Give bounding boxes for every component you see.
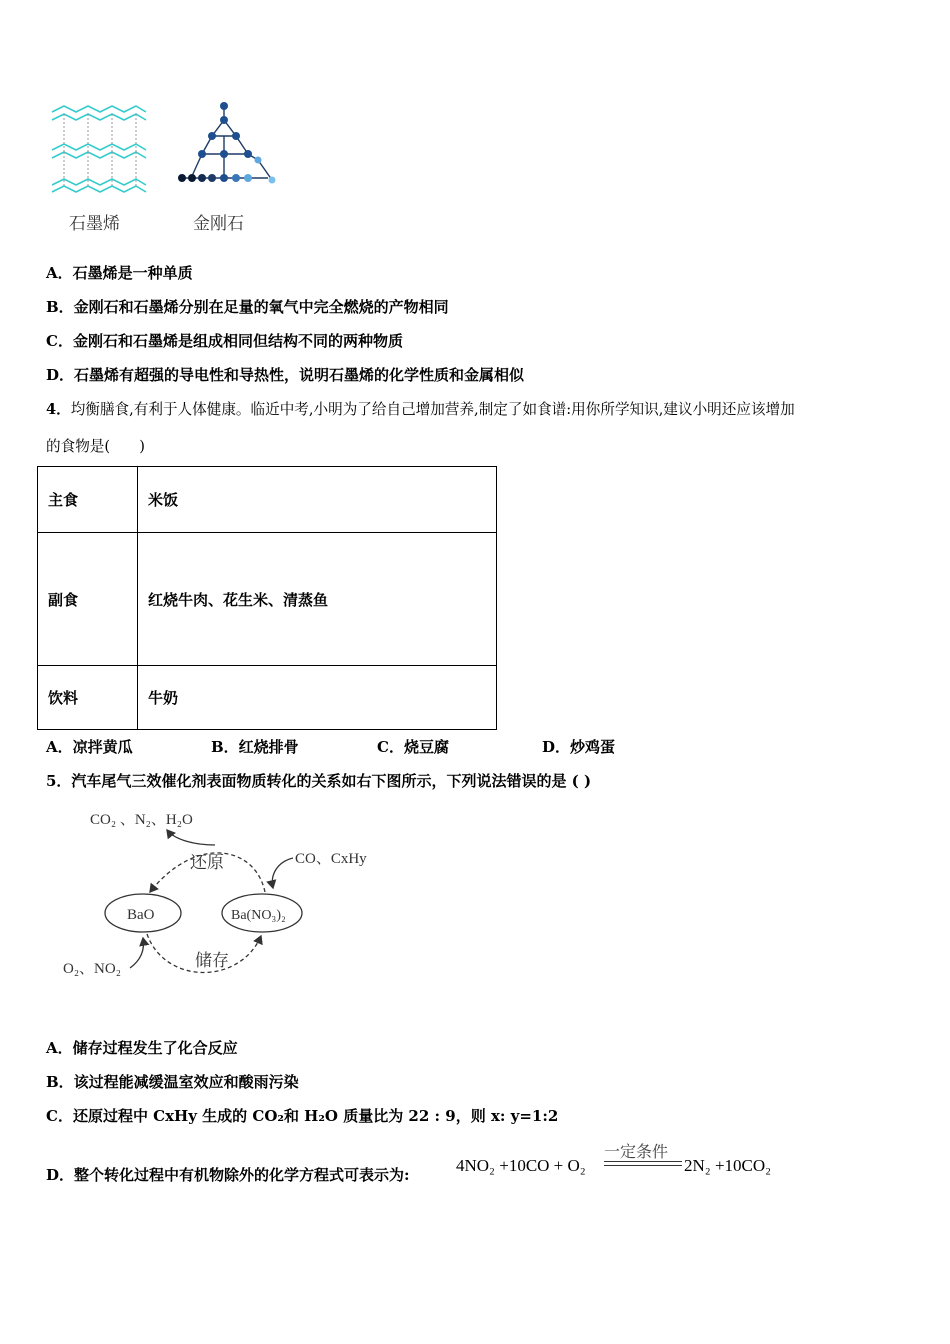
q4-option-b: B．红烧排骨 bbox=[211, 738, 299, 756]
q3-option-c: C．金刚石和石墨烯是组成相同但结构不同的两种物质 bbox=[46, 332, 403, 350]
table-cell-value: 米饭 bbox=[138, 467, 497, 533]
diagram-store-label: 储存 bbox=[195, 951, 229, 970]
q5-option-c: C．还原过程中 CxHy 生成的 CO₂和 H₂O 质量比为 22 : 9，则 x: y=1:2 bbox=[46, 1107, 559, 1125]
table-cell-value: 红烧牛肉、花生米、清蒸鱼 bbox=[138, 533, 497, 666]
equation-condition: 一定条件 bbox=[604, 1142, 669, 1161]
q4-stem-text: 均衡膳食,有利于人体健康。临近中考,小明为了给自己增加营养,制定了如食谱:用你所学知识,建议小明还应该增加 bbox=[70, 401, 795, 418]
diagram-right-node: Ba(NO₃)₂ bbox=[231, 908, 286, 923]
q4-option-d: D．炒鸡蛋 bbox=[542, 738, 616, 756]
diagram-reactants-right: CO、CxHy bbox=[295, 851, 367, 867]
diagram-left-node: BaO bbox=[127, 907, 155, 923]
q5-option-d: D．整个转化过程中有机物除外的化学方程式可表示为: bbox=[46, 1166, 410, 1184]
q4-options bbox=[46, 736, 846, 756]
q4-number: 4． bbox=[46, 401, 71, 418]
q4-stem-line1 bbox=[46, 398, 795, 419]
table-row bbox=[38, 666, 497, 730]
table-cell-value: 牛奶 bbox=[138, 666, 497, 730]
graphene-caption: 石墨烯 bbox=[69, 214, 120, 234]
q3-option-a: A．石墨烯是一种单质 bbox=[46, 264, 193, 282]
q4-option-c: C．烧豆腐 bbox=[377, 738, 449, 756]
q5-catalyst-diagram bbox=[55, 800, 395, 990]
equation-right: 2N₂ +10CO₂ bbox=[684, 1156, 772, 1175]
q3-option-d: D．石墨烯有超强的导电性和导热性，说明石墨烯的化学性质和金属相似 bbox=[46, 366, 525, 384]
q5-option-a: A．储存过程发生了化合反应 bbox=[46, 1039, 238, 1057]
table-row bbox=[38, 533, 497, 666]
reactants-left-arrow bbox=[130, 938, 143, 968]
equation-left: 4NO₂ +10CO + O₂ bbox=[456, 1156, 586, 1175]
diagram-reactants-left: O₂、NO₂ bbox=[63, 961, 121, 977]
q3-option-b: B．金刚石和石墨烯分别在足量的氧气中完全燃烧的产物相同 bbox=[46, 298, 449, 316]
diagram-top-products: CO₂ 、N₂、H₂O bbox=[90, 812, 193, 828]
reactants-right-arrow bbox=[272, 858, 293, 888]
equation-double-line bbox=[604, 1161, 682, 1166]
table-cell-label: 副食 bbox=[38, 533, 138, 666]
q5-option-b: B．该过程能减缓温室效应和酸雨污染 bbox=[46, 1073, 299, 1091]
table-cell-label: 主食 bbox=[38, 467, 138, 533]
q4-stem-line2: 的食物是( ) bbox=[46, 438, 145, 455]
q5-stem: 5．汽车尾气三效催化剂表面物质转化的关系如右下图所示，下列说法错误的是 ( ) bbox=[46, 772, 592, 790]
products-arrow bbox=[167, 830, 215, 845]
diagram-reduce-label: 还原 bbox=[190, 853, 224, 872]
table-row bbox=[38, 467, 497, 533]
diamond-structure-figure bbox=[172, 98, 280, 194]
diamond-caption: 金刚石 bbox=[193, 214, 244, 234]
q4-menu-table bbox=[37, 466, 497, 730]
graphene-structure-figure bbox=[44, 100, 154, 200]
q4-option-a: A．凉拌黄瓜 bbox=[46, 738, 133, 756]
table-cell-label: 饮料 bbox=[38, 666, 138, 730]
